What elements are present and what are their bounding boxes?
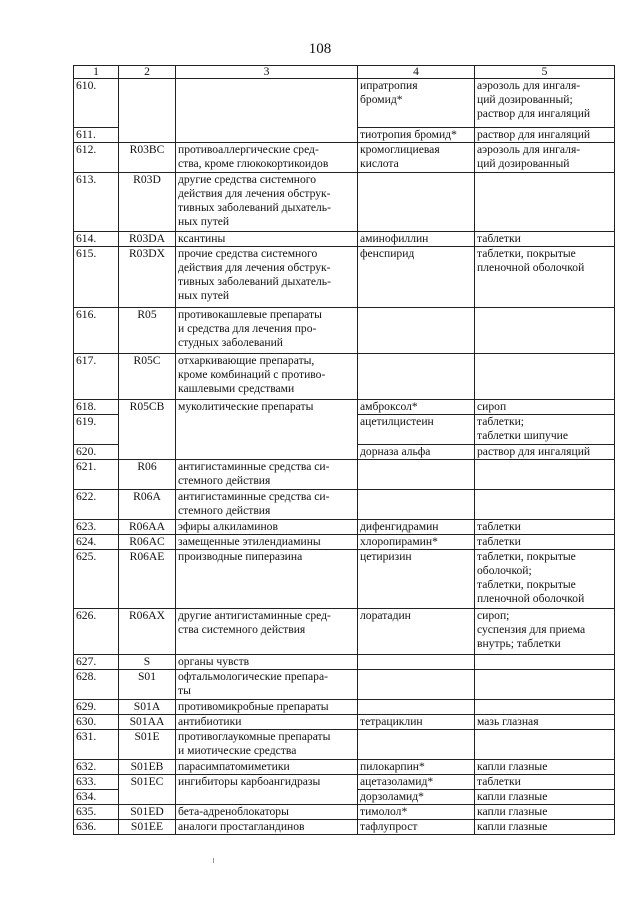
atc-code: S01ED: [119, 805, 176, 820]
column-header-3: 3: [176, 66, 358, 79]
dosage-form: капли глазные: [475, 790, 615, 805]
drug-name: [358, 655, 475, 670]
drug-name: ипратропия бромид*: [358, 79, 475, 128]
dosage-form: таблетки: [475, 520, 615, 535]
row-number: 619.: [74, 415, 119, 445]
group-name: органы чувств: [176, 655, 358, 670]
table-row: [74, 232, 615, 247]
table-row: [74, 670, 615, 700]
table-row: [74, 490, 615, 520]
atc-code: R06AA: [119, 520, 176, 535]
group-name: бета-адреноблокаторы: [176, 805, 358, 820]
table-row: [74, 247, 615, 308]
atc-code: R05: [119, 308, 176, 354]
group-name: противокашлевые препараты и средства для лечения про- студных заболеваний: [176, 308, 358, 354]
row-number: 626.: [74, 609, 119, 655]
group-name: [176, 79, 358, 143]
atc-code: S01EE: [119, 820, 176, 835]
dosage-form: [475, 173, 615, 232]
drug-name: [358, 354, 475, 400]
drug-name: [358, 730, 475, 760]
atc-code: R03D: [119, 173, 176, 232]
atc-code: R03DA: [119, 232, 176, 247]
drug-name: [358, 700, 475, 715]
dosage-form: таблетки, покрытые пленочной оболочкой: [475, 247, 615, 308]
drug-name: дифенгидрамин: [358, 520, 475, 535]
row-number: 620.: [74, 445, 119, 460]
dosage-form: [475, 730, 615, 760]
table-row: [74, 308, 615, 354]
dosage-form: капли глазные: [475, 820, 615, 835]
drug-name: тафлупрост: [358, 820, 475, 835]
table-row: [74, 760, 615, 775]
drug-name: амброксол*: [358, 400, 475, 415]
group-name: антигистаминные средства си- стемного действия: [176, 460, 358, 490]
atc-code: S01E: [119, 730, 176, 760]
row-number: 625.: [74, 550, 119, 609]
table-row: [74, 805, 615, 820]
row-number: 610.: [74, 79, 119, 128]
drug-name: [358, 670, 475, 700]
table-row: [74, 730, 615, 760]
group-name: производные пиперазина: [176, 550, 358, 609]
dosage-form: [475, 460, 615, 490]
table-row: [74, 820, 615, 835]
dosage-form: таблетки, покрытые оболочкой; таблетки, покрытые пленочной оболочкой: [475, 550, 615, 609]
table-row: [74, 700, 615, 715]
row-number: 615.: [74, 247, 119, 308]
column-header-1: 1: [74, 66, 119, 79]
column-number-row: [74, 66, 615, 79]
atc-code: [119, 79, 176, 143]
group-name: муколитические препараты: [176, 400, 358, 460]
row-number: 624.: [74, 535, 119, 550]
row-number: 635.: [74, 805, 119, 820]
group-name: ксантины: [176, 232, 358, 247]
group-name: прочие средства системного действия для лечения обструк- тивных заболеваний дыхатель- ных путей: [176, 247, 358, 308]
atc-code: S01AA: [119, 715, 176, 730]
atc-code: R06AE: [119, 550, 176, 609]
row-number: 611.: [74, 128, 119, 143]
dosage-form: раствор для ингаляций: [475, 445, 615, 460]
drug-name: аминофиллин: [358, 232, 475, 247]
row-number: 616.: [74, 308, 119, 354]
drug-name: дорзоламид*: [358, 790, 475, 805]
group-name: противомикробные препараты: [176, 700, 358, 715]
row-number: 631.: [74, 730, 119, 760]
group-name: другие антигистаминные сред- ства системного действия: [176, 609, 358, 655]
scan-mark: [213, 858, 214, 863]
dosage-form: таблетки: [475, 232, 615, 247]
group-name: антибиотики: [176, 715, 358, 730]
table-row: [74, 550, 615, 609]
atc-code: S: [119, 655, 176, 670]
dosage-form: аэрозоль для ингаля- ций дозированный; раствор для ингаляций: [475, 79, 615, 128]
dosage-form: таблетки: [475, 775, 615, 790]
row-number: 633.: [74, 775, 119, 790]
dosage-form: мазь глазная: [475, 715, 615, 730]
table-row: [74, 79, 615, 128]
table-row: [74, 715, 615, 730]
group-name: парасимпатомиметики: [176, 760, 358, 775]
dosage-form: таблетки; таблетки шипучие: [475, 415, 615, 445]
drug-name: тимолол*: [358, 805, 475, 820]
atc-code: S01EC: [119, 775, 176, 805]
dosage-form: [475, 354, 615, 400]
row-number: 618.: [74, 400, 119, 415]
drug-classification-table: [73, 65, 615, 835]
atc-code: R03BC: [119, 143, 176, 173]
column-header-2: 2: [119, 66, 176, 79]
atc-code: S01EB: [119, 760, 176, 775]
group-name: ингибиторы карбоангидразы: [176, 775, 358, 805]
group-name: противоглаукомные препараты и миотические средства: [176, 730, 358, 760]
dosage-form: [475, 700, 615, 715]
dosage-form: капли глазные: [475, 805, 615, 820]
atc-code: R06A: [119, 490, 176, 520]
table-row: [74, 535, 615, 550]
drug-name: ацетазоламид*: [358, 775, 475, 790]
dosage-form: сироп; суспензия для приема внутрь; таблетки: [475, 609, 615, 655]
row-number: 614.: [74, 232, 119, 247]
atc-code: S01A: [119, 700, 176, 715]
dosage-form: таблетки: [475, 535, 615, 550]
dosage-form: [475, 655, 615, 670]
table-row: [74, 400, 615, 415]
dosage-form: капли глазные: [475, 760, 615, 775]
drug-name: [358, 490, 475, 520]
drug-name: фенспирид: [358, 247, 475, 308]
drug-name: дорназа альфа: [358, 445, 475, 460]
group-name: отхаркивающие препараты, кроме комбинаций с противо- кашлевыми средствами: [176, 354, 358, 400]
row-number: 636.: [74, 820, 119, 835]
row-number: 613.: [74, 173, 119, 232]
row-number: 629.: [74, 700, 119, 715]
column-header-4: 4: [358, 66, 475, 79]
row-number: 632.: [74, 760, 119, 775]
group-name: аналоги простагландинов: [176, 820, 358, 835]
table-row: [74, 173, 615, 232]
page-number: 108: [308, 41, 332, 57]
dosage-form: [475, 308, 615, 354]
group-name: замещенные этилендиамины: [176, 535, 358, 550]
drug-name: кромоглициевая кислота: [358, 143, 475, 173]
row-number: 621.: [74, 460, 119, 490]
column-header-5: 5: [475, 66, 615, 79]
drug-name: ацетилцистеин: [358, 415, 475, 445]
group-name: противоаллергические сред- ства, кроме глюкокортикоидов: [176, 143, 358, 173]
row-number: 623.: [74, 520, 119, 535]
atc-code: R03DX: [119, 247, 176, 308]
drug-name: тетрациклин: [358, 715, 475, 730]
row-number: 617.: [74, 354, 119, 400]
drug-name: [358, 173, 475, 232]
group-name: другие средства системного действия для лечения обструк- тивных заболеваний дыхатель- ных путей: [176, 173, 358, 232]
drug-name: хлоропирамин*: [358, 535, 475, 550]
dosage-form: [475, 490, 615, 520]
atc-code: R05CB: [119, 400, 176, 460]
group-name: эфиры алкиламинов: [176, 520, 358, 535]
table-row: [74, 520, 615, 535]
table-row: [74, 354, 615, 400]
row-number: 622.: [74, 490, 119, 520]
table-row: [74, 609, 615, 655]
row-number: 627.: [74, 655, 119, 670]
atc-code: R05C: [119, 354, 176, 400]
row-number: 612.: [74, 143, 119, 173]
atc-code: R06: [119, 460, 176, 490]
drug-name: [358, 308, 475, 354]
dosage-form: сироп: [475, 400, 615, 415]
table-row: [74, 460, 615, 490]
drug-name: тиотропия бромид*: [358, 128, 475, 143]
table-row: [74, 143, 615, 173]
row-number: 630.: [74, 715, 119, 730]
row-number: 628.: [74, 670, 119, 700]
drug-name: лоратадин: [358, 609, 475, 655]
drug-name: [358, 460, 475, 490]
dosage-form: аэрозоль для ингаля- ций дозированный: [475, 143, 615, 173]
atc-code: S01: [119, 670, 176, 700]
table-row: [74, 775, 615, 790]
atc-code: R06AX: [119, 609, 176, 655]
table-row: [74, 655, 615, 670]
dosage-form: раствор для ингаляций: [475, 128, 615, 143]
group-name: антигистаминные средства си- стемного действия: [176, 490, 358, 520]
drug-name: цетиризин: [358, 550, 475, 609]
row-number: 634.: [74, 790, 119, 805]
atc-code: R06AC: [119, 535, 176, 550]
group-name: офтальмологические препара- ты: [176, 670, 358, 700]
dosage-form: [475, 670, 615, 700]
drug-name: пилокарпин*: [358, 760, 475, 775]
